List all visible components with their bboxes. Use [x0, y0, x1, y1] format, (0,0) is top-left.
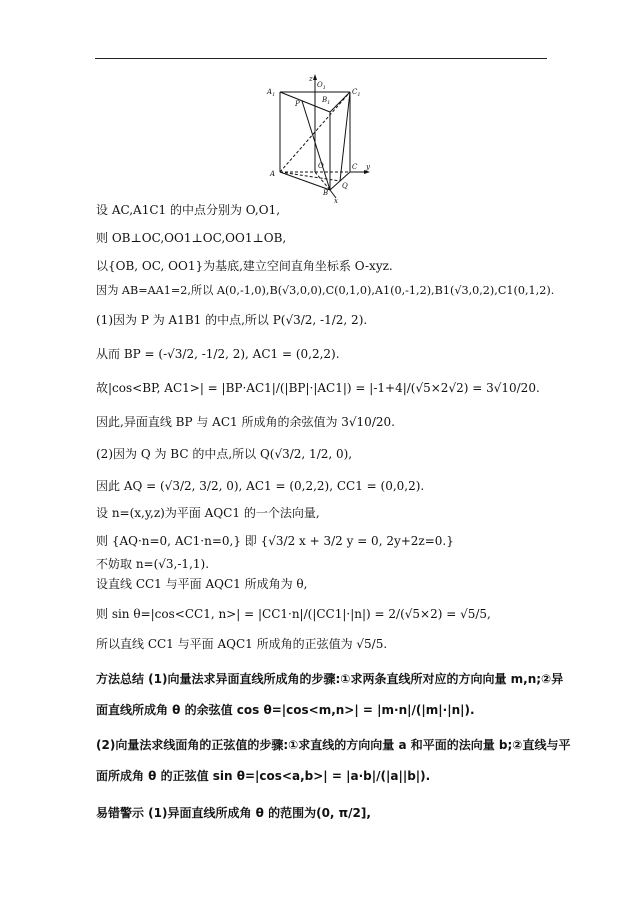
- line-8: 因此,异面直线 BP 与 AC1 所成角的余弦值为 3√10/20.: [96, 415, 395, 429]
- line-7: 故|cos<BP, AC1>| = |BP·AC1|/(|BP|·|AC1|) = |-1+4|/(√5×2√2) = 3√10/20.: [96, 381, 540, 395]
- line-2: 则 OB⊥OC,OO1⊥OC,OO1⊥OB,: [96, 231, 287, 245]
- line-1: 设 AC,A1C1 的中点分别为 O,O1,: [96, 203, 281, 217]
- label-c: C: [352, 163, 358, 171]
- label-a1: $A_1$: [267, 88, 276, 98]
- method-summary-line-4: 面所成角 θ 的正弦值 sin θ=|cos<a,b>| = |a·b|/(|a||b|).: [96, 769, 431, 783]
- line-4: 因为 AB=AA1=2,所以 A(0,-1,0),B(√3,0,0),C(0,1,0),A1(0,-1,2),B1(√3,0,2),C1(0,1,2).: [96, 284, 555, 297]
- label-x: x: [334, 197, 338, 204]
- label-z: z: [309, 75, 313, 83]
- label-o1: $O_1$: [317, 81, 326, 91]
- label-a: A: [270, 170, 276, 178]
- line-10: 因此 AQ = (√3/2, 3/2, 0), AC1 = (0,2,2), CC1 = (0,0,2).: [96, 479, 425, 493]
- method-summary-line-3: (2)向量法求线面角的正弦值的步骤:①求直线的方向向量 a 和平面的法向量 b;②直线与平: [96, 738, 571, 752]
- segment-qc1: [340, 92, 350, 181]
- label-p: P: [295, 100, 300, 108]
- line-3: 以{OB, OC, OO1}为基底,建立空间直角坐标系 O-xyz.: [96, 259, 393, 273]
- line-14: 设直线 CC1 与平面 AQC1 所成角为 θ,: [96, 577, 308, 591]
- label-o: O: [318, 162, 324, 170]
- segment-aq: [280, 172, 340, 181]
- line-11: 设 n=(x,y,z)为平面 AQC1 的一个法向量,: [96, 506, 320, 520]
- z-arrow: [313, 74, 317, 80]
- label-c1: $C_1$: [352, 88, 361, 98]
- prism-figure: [262, 72, 374, 204]
- segment-bp: [302, 101, 330, 190]
- label-b: B: [323, 189, 329, 197]
- method-summary-line-1: 方法总结 (1)向量法求异面直线所成角的步骤:①求两条直线所对应的方向向量 m,n;②异: [96, 672, 564, 686]
- line-6: 从而 BP = (-√3/2, -1/2, 2), AC1 = (0,2,2).: [96, 347, 340, 361]
- line-9: (2)因为 Q 为 BC 的中点,所以 Q(√3/2, 1/2, 0),: [96, 447, 353, 461]
- line-15: 则 sin θ=|cos<CC1, n>| = |CC1·n|/(|CC1|·|n|) = 2/(√5×2) = √5/5,: [96, 607, 491, 621]
- label-q: Q: [342, 182, 348, 190]
- method-summary-line-2: 面直线所成角 θ 的余弦值 cos θ=|cos<m,n>| = |m·n|/(|m|·|n|).: [96, 703, 475, 717]
- label-b1: $B_1$: [322, 96, 331, 106]
- line-13: 不妨取 n=(√3,-1,1).: [96, 557, 210, 571]
- label-y: y: [366, 163, 370, 171]
- top-rule: [95, 58, 547, 59]
- line-5: (1)因为 P 为 A1B1 的中点,所以 P(√3/2, -1/2, 2).: [96, 313, 368, 327]
- common-mistake-line: 易错警示 (1)异面直线所成角 θ 的范围为(0, π/2],: [96, 806, 371, 820]
- line-16: 所以直线 CC1 与平面 AQC1 所成角的正弦值为 √5/5.: [96, 637, 388, 651]
- line-12: 则 {AQ·n=0, AC1·n=0,} 即 {√3/2 x + 3/2 y = 0, 2y+2z=0.}: [96, 534, 454, 548]
